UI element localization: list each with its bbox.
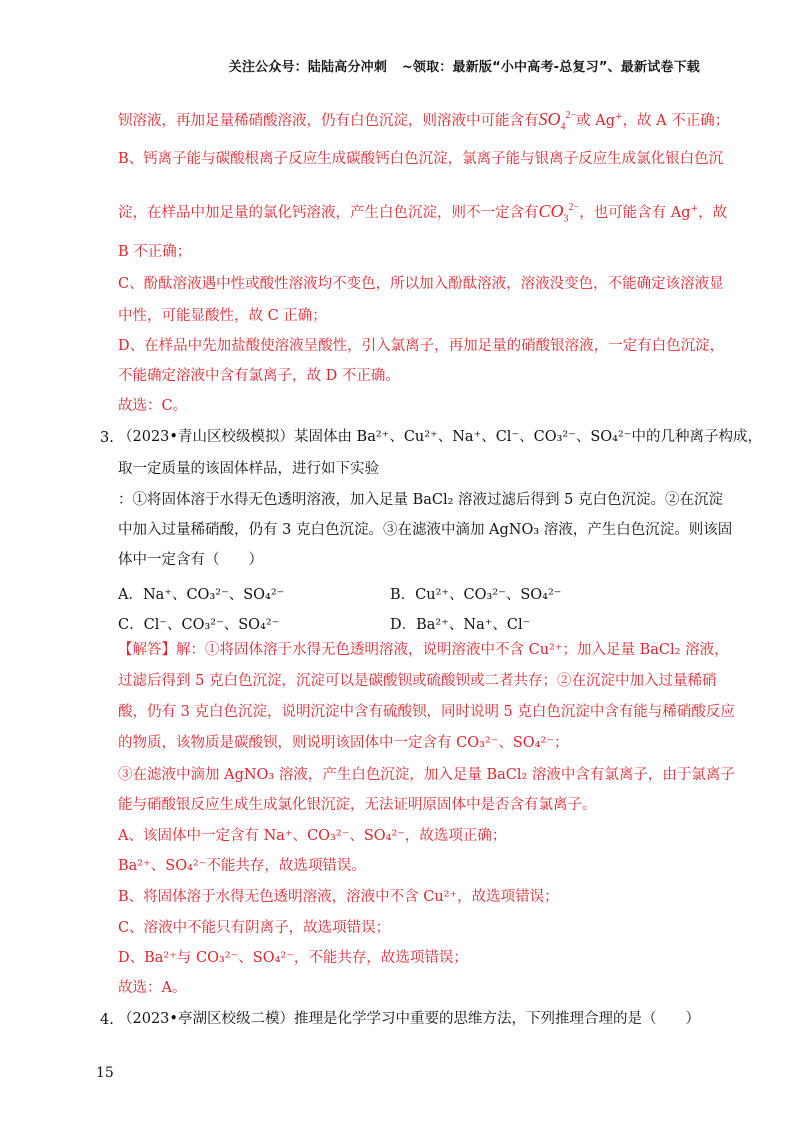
answer-line-1: 【解答】解：①将固体溶于水得无色透明溶液，说明溶液中不含 Cu²⁺；加入足量 BaCl₂ 溶液， [118,642,729,658]
prev-line-3: 淀，在样品中加足量的氯化钙溶液，产生白色沉淀，则不一定含有$CO_3^{2-}$，也可能含有 Ag+，故 [118,201,728,225]
carbonate-ion: $CO_3^{2-}$ [538,201,580,225]
answer-line-2: 过滤后得到 5 克白色沉淀，沉淀可以是碳酸钡或硫酸钡或二者共存；②在沉淀中加入过量稀硝 [118,673,717,689]
option-b: B．Cu²⁺、CO₃²⁻、SO₄²⁻ [390,587,562,603]
option-a: A．Na⁺、CO₃²⁻、SO₄²⁻ [118,587,285,603]
prev-line-5: C、酚酞溶液遇中性或酸性溶液均不变色，所以加入酚酞溶液，溶液没变色，不能确定该溶液显 [118,276,724,292]
prev-line-2: B、钙离子能与碳酸根离子反应生成碳酸钙白色沉淀，氯离子能与银离子反应生成氯化银白色沉 [118,151,724,167]
prev-line-6: 中性，可能显酸性，故 C 正确； [118,308,327,324]
prev-line-8: 不能确定溶液中含有氯离子，故 D 不正确。 [118,368,400,384]
sulfate-ion: $SO_4^{2-}$ [538,109,577,133]
answer-line-7: A、该固体中一定含有 Na⁺、CO₃²⁻、SO₄²⁻，故选项正确； [118,828,507,844]
question-3-stem-1: （2023•青山区校级模拟）某固体由 Ba²⁺、Cu²⁺、Na⁺、Cl⁻、CO₃²⁻、SO₄²⁻中的几种离子构成， [118,429,762,445]
question-3-stem-5: 体中一定含有（ ） [118,552,263,568]
answer-line-5: ③在滤液中滴加 AgNO₃ 溶液，产生白色沉淀，加入足量 BaCl₂ 溶液中含有氯离子，由于氯离子 [118,767,735,783]
question-3-number: 3. [100,430,114,446]
answer-line-3: 酸，仍有 3 克白色沉淀，说明沉淀中含有硫酸钡，同时说明 5 克白色沉淀中含有能与稀硝酸反应 [118,704,735,720]
answer-line-10: C、溶液中不能只有阴离子，故选项错误； [118,920,391,936]
page-number: 15 [96,1065,114,1081]
answer-line-6: 能与硝酸银反应生成生成氯化银沉淀，无法证明原固体中是否含有氯离子。 [118,797,597,813]
prev-line-9: 故选：C。 [118,398,188,414]
header-right: ~领取：最新版“小中高考-总复习”、最新试卷下载 [401,60,700,75]
question-4-stem: （2023•亭湖区校级二模）推理是化学学习中重要的思维方法，下列推理合理的是（ ） [118,1011,700,1027]
question-3-stem-3: ：①将固体溶于水得无色透明溶液，加入足量 BaCl₂ 溶液过滤后得到 5 克白色沉淀。②在沉淀 [118,492,724,508]
answer-line-11: D、Ba²⁺与 CO₃²⁻、SO₄²⁻，不能共存，故选项错误； [118,950,468,966]
question-4-number: 4. [100,1012,114,1028]
header-left: 关注公众号：陆陆高分冲刺 [228,60,388,75]
prev-line-7: D、在样品中先加盐酸使溶液呈酸性，引入氯离子，再加足量的硝酸银溶液，一定有白色沉淀， [118,338,725,354]
answer-line-9: B、将固体溶于水得无色透明溶液，溶液中不含 Cu²⁺，故选项错误； [118,889,559,905]
answer-line-8: Ba²⁺、SO₄²⁻不能共存，故选项错误。 [118,858,366,874]
page-header [229,56,700,75]
question-3-stem-2: 取一定质量的该固体样品，进行如下实验 [118,461,379,477]
option-d: D．Ba²⁺、Na⁺、Cl⁻ [390,617,531,633]
answer-line-4: 的物质，该物质是碳酸钡，则说明该固体中一定含有 CO₃²⁻、SO₄²⁻； [118,735,569,751]
prev-line-1: 钡溶液，再加足量稀硝酸溶液，仍有白色沉淀，则溶液中可能含有$SO_4^{2-}$或 Ag+，故 A 不正确； [118,109,730,133]
option-c: C．Cl⁻、CO₃²⁻、SO₄²⁻ [118,617,280,633]
question-3-stem-4: 中加入过量稀硝酸，仍有 3 克白色沉淀。③在滤液中滴加 AgNO₃ 溶液，产生白色沉淀。则该固 [118,522,733,538]
prev-line-4: B 不正确； [118,244,192,260]
answer-line-12: 故选：A。 [118,980,187,996]
